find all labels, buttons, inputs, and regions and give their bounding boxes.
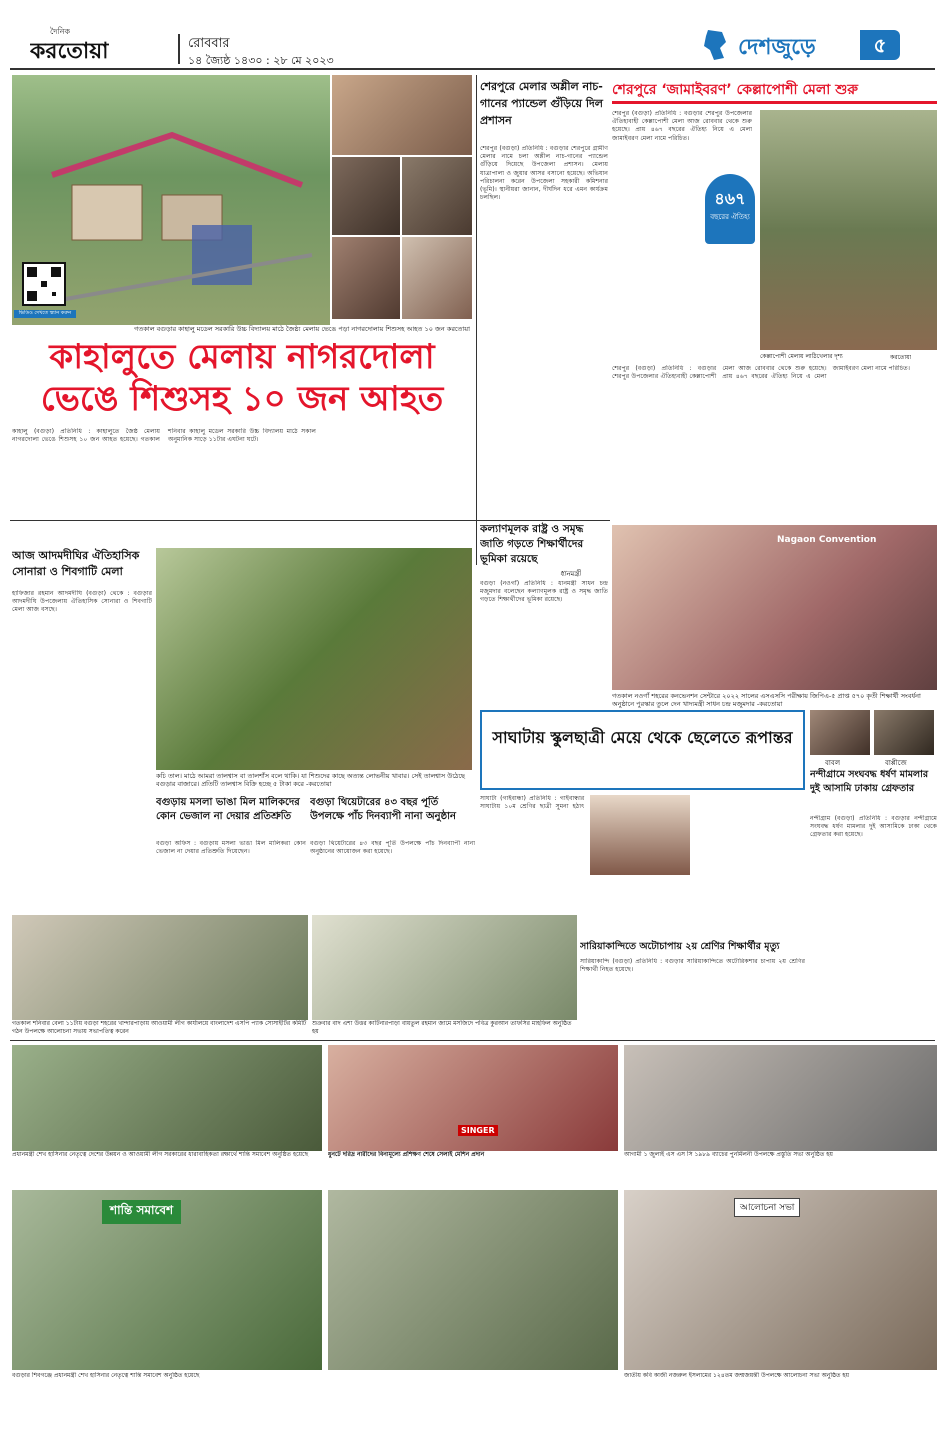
- story2-body-cont: শেরপুর (বগুড়া) প্রতিনিধি : বগুড়ার শেরপুর উপজেলার ঐতিহ্যবাহী কেল্লাপোশী মেলা আজ রোববার থেকে শুরু হয়েছে। প্রায় ৪৬৭ বছরের ঐতিহ্য নিয়ে এ মেলা জামাইবরণ মেলা নামে পরিচিত।: [612, 365, 911, 381]
- mahfil-photo: [312, 915, 577, 1020]
- victim-photo: [332, 75, 472, 155]
- story9-body: নন্দীগ্রাম (বগুড়া) প্রতিনিধি : বগুড়ার নন্দীগ্রামে সংঘবদ্ধ ধর্ষণ মামলার দুই আসামিকে ঢাকা থেকে গ্রেফতার করা হয়েছে।: [810, 815, 937, 839]
- meeting-photo: [12, 915, 308, 1020]
- story10-body: সারিয়াকান্দি (বগুড়া) প্রতিনিধি : বগুড়ার সারিয়াকান্দিতে অটোরিকশার চাপায় ২য় শ্রেণির শিক্ষার্থী নিহত হয়েছে।: [580, 958, 805, 974]
- story7-title: বগুড়া থিয়েটারের ৪৩ বছর পূর্তি উপলক্ষে পাঁচ দিনব্যাপী নানা অনুষ্ঠান: [310, 797, 457, 822]
- discussion-caption: জাতীয় কবি কাজী নজরুল ইসলামের ১২৪তম জন্মজয়ন্তী উপলক্ষে আলোচনা সভা অনুষ্ঠিত হয়: [624, 1372, 850, 1379]
- discussion-photo: [624, 1190, 937, 1370]
- palm-fruit-photo: [156, 548, 472, 770]
- badge-number: ৪৬৭: [714, 189, 746, 208]
- page-number-badge: [860, 30, 900, 60]
- section-map-icon: [700, 28, 730, 62]
- student-photo: [590, 795, 690, 875]
- story1-body: শেরপুর (বগুড়া) প্রতিনিধি : বগুড়ার শেরপুরে গ্রামীণ মেলার নামে চলা অশ্লীল নাচ-গানের প্যান্ডেল গুঁড়িয়ে দিয়েছে উপজেলা প্রশাসন। মেলায় যাত্রাপালা ও জুয়ার আসর বসানো হয়েছে। অভিযান পরিচালনা করেন উপজেলা সহকারী কমিশনার (ভূমি)। স্থানীয়রা জানান, দীর্ঘদিন ধরে এমন কার্যক্রম চলছিল।: [480, 145, 608, 202]
- accused-photo: [874, 710, 934, 755]
- story6-title: বগুড়ায় মসলা ভাঙা মিল মালিকদের কোন ভেজাল না দেয়ার প্রতিশ্রুতি: [156, 797, 300, 822]
- victim-photo: [402, 157, 472, 235]
- story7-body: বগুড়া থিয়েটারের ৪৩ বছর পূর্তি উপলক্ষে পাঁচ দিনব্যাপী নানা অনুষ্ঠানের আয়োজন করা হয়েছে।: [310, 840, 475, 856]
- peace-rally-caption: বগুড়ার শিবগঞ্জে প্রধানমন্ত্রী শেখ হাসিনার নেতৃত্বে শান্তি সমাবেশ অনুষ্ঠিত হয়েছে: [12, 1372, 200, 1379]
- qr-code[interactable]: [22, 262, 66, 306]
- brand-logo: করতোয়া: [30, 39, 109, 64]
- ceremony-banner: Nagaon Convention: [777, 535, 877, 545]
- story4-body: বগুড়া (নওগাঁ) প্রতিনিধি : ধানমন্ত্রী সাধন চন্দ্র মজুমদার বলেছেন কল্যাণমূলক রাষ্ট্র ও সমৃদ্ধ জাতি গড়তে শিক্ষার্থীদের ভূমিকা রয়েছে।: [480, 580, 608, 604]
- reunion-photo: [624, 1045, 937, 1151]
- palm-fruit-caption: কচি তাল। মাঠে আমরা তালশ্বাস বা তালশাঁস বলে থাকি। যা শিশুদের কাছে অত্যন্ত লোভনীয় খাবার। সেই তালশ্বাস উঠেছে বগুড়ার বাজারে। প্রতিটি তালশ্বাস বিক্রি হচ্ছে ৫ টাকা করে -করতোয়া: [156, 772, 465, 788]
- singer-logo: SINGER: [458, 1125, 498, 1136]
- date-line: ১৪ জ্যৈষ্ঠ ১৪৩০ : ২৮ মে ২০২৩: [188, 54, 334, 67]
- accident-caption: গতকাল বগুড়ার কাহালু মডেল সরকারি উচ্চ বিদ্যালয় মাঠে জৈষ্ঠ্য মেলায় ভেঙে পড়া নাগরদোলায় শিশুসহ আহত ১০ জন করতোয়া: [134, 325, 470, 333]
- story5-title: আজ আদমদীঘির ঐতিহাসিক সোনারা ও শিবগাটি মেলা: [12, 549, 140, 578]
- rally-photo: [12, 1045, 322, 1151]
- story5-body: হাফিজার রহমান আদমদীঘি (বগুড়া) থেকে : বগুড়ার আদমদীঘি উপজেলায় ঐতিহাসিক সোনারা ও শিবগাটি মেলা আজ বসছে।: [12, 590, 152, 614]
- discussion-banner: আলোচনা সভা: [734, 1198, 800, 1217]
- victim-photo: [402, 237, 472, 319]
- weekday: রোববার: [188, 36, 230, 51]
- story6-body: বগুড়া অফিস : বগুড়ায় মসলা ভাঙা মিল মালিকরা কোন ভেজাল না দেয়ার প্রতিশ্রুতি দিয়েছেন।: [156, 840, 306, 856]
- street-rally-photo: [328, 1190, 618, 1370]
- masthead: [0, 0, 945, 70]
- headline-main: কাহালুতে মেলায় নাগরদোলা ভেঙে শিশুসহ ১০ জন আহত: [40, 337, 444, 419]
- accused-photo: [810, 710, 870, 755]
- story8-title: সাঘাটায় স্কুলছাত্রী মেয়ে থেকে ছেলেতে রূপান্তর: [492, 728, 793, 747]
- story10-title-bar: [580, 940, 805, 956]
- brand-small: দৈনিক: [50, 27, 71, 36]
- story9-title: নন্দীগ্রামে সংঘবদ্ধ ধর্ষণ মামলার দুই আসামি ঢাকায় গ্রেফতার: [810, 769, 929, 794]
- story4-title: কল্যাণমূলক রাষ্ট্র ও সমৃদ্ধ জাতি গড়তে শিক্ষার্থীদের ভূমিকা রয়েছে: [480, 523, 584, 565]
- story2-badge: [705, 174, 755, 244]
- story-body: কাহালু (বগুড়া) প্রতিনিধি : কাহালুতে জৈষ্ঠ মেলায় নাগরদোলা ভেঙে শিশুসহ ১০ জন আহত হয়েছে। গতকাল শনিবার কাহালু মডেল সরকারি উচ্চ বিদ্যালয় মাঠে সকাল অনুমানিক সাড়ে ১১টার এঘটনা ঘটে।: [12, 428, 316, 444]
- rally-caption: প্রধানমন্ত্রী শেখ হাসিনার নেতৃত্বে দেশের উন্নয়ন ও আওয়ামী লীগ সরকারের ধারাবাহিকতা রক্ষার্থে শান্তি সমাবেশ অনুষ্ঠিত হয়েছে: [12, 1151, 309, 1158]
- story2-title: শেরপুরে ‘জামাইবরণ’ কেল্লাপোশী মেলা শুরু: [612, 82, 858, 98]
- reunion-caption: আগামী ১ জুলাই এস এস সি ১৯৮৯ ব্যাচের পুনর্মিলনী উপলক্ষে প্রস্তুতি সভা অনুষ্ঠিত হয়: [624, 1151, 833, 1158]
- ceremony-caption: গতকাল নওগাঁ শহরের কনভেনশন সেন্টারে ২০২২ সালের এসএসসি পরীক্ষায় জিপিএ-৫ প্রাপ্ত ৫৭০ কৃতী শিক্ষার্থী সংবর্ধনা অনুষ্ঠানে পুরস্কার তুলে দেন খাদ্যমন্ত্রী সাধন চন্দ্র মজুমদার -করতোয়া: [612, 692, 921, 708]
- story10-title: সারিয়াকান্দিতে অটোচাপায় ২য় শ্রেণির শিক্ষার্থীর মৃত্যু: [580, 941, 780, 952]
- fair-caption: কেল্লাপোশী মেলায় লাঠিখেলার দৃশ্য: [760, 353, 843, 360]
- section-title: দেশজুড়ে: [738, 35, 816, 60]
- accused-name: বাবল: [825, 759, 841, 767]
- ceremony-photo: [612, 525, 937, 690]
- fair-credit: করতোয়া: [890, 354, 912, 361]
- qr-caption: ভিডিও দেখতে স্ক্যান করুন: [14, 310, 76, 318]
- story4-tag: ধানমন্ত্রী: [560, 570, 581, 578]
- peace-banner: শান্তি সমাবেশ: [102, 1200, 181, 1224]
- sewing-photo: [328, 1045, 618, 1151]
- story2-body: শেরপুর (বগুড়া) প্রতিনিধি : বগুড়ার শেরপুর উপজেলার ঐতিহ্যবাহী কেল্লাপোশী মেলা আজ রোববার থেকে শুরু হয়েছে। প্রায় ৪৬৭ বছরের ঐতিহ্য নিয়ে এ মেলা জামাইবরণ মেলা নামে পরিচিত।: [612, 110, 752, 142]
- badge-text: বছরের ঐতিহ্য: [710, 213, 750, 221]
- peace-rally-photo: [12, 1190, 322, 1370]
- meeting-caption: গতকাল শনিবার বেলা ১১টায় বগুড়া শহরের খান্দারপাড়ায় আওয়ামী লীগ কার্যালয়ে বাংলাদেশ এসপি প্যাক সোসাইটির কমিটি গঠন উপলক্ষে আলোচনা সভায় সভাপতিত্ব করেন: [12, 1020, 307, 1035]
- accused-name: বাপ্পীজে: [885, 759, 907, 767]
- fair-photo: [760, 110, 937, 350]
- story1-title: শেরপুরে মেলার অশ্লীল নাচ-গানের প্যান্ডেল গুঁড়িয়ে দিল প্রশাসন: [480, 80, 603, 127]
- victim-photo: [332, 237, 400, 319]
- story2-title-bar: [612, 78, 937, 104]
- sewing-caption: ধুনটে দরিদ্র নারীদের বিনামূল্যে প্রশিক্ষণ শেষে সেলাই মেশিন প্রদান: [328, 1151, 485, 1158]
- page-number: ৫: [873, 33, 887, 57]
- story8-body: সাঘাটা (গাইবান্ধা) প্রতিনিধি : গাইবান্ধার সাঘাটায় ১০ম শ্রেণির ছাত্রী সুমনা হঠাৎ: [480, 795, 585, 811]
- victim-photo: [332, 157, 400, 235]
- story8-title-box: [480, 710, 805, 790]
- mahfil-caption: শুক্রবার বাদ এশা উত্তর কাটিনারপাড়া বায়তুল রহমান জামে মসজিদে পবিত্র কুরআন তাফসির মাহফিল অনুষ্ঠিত হয়: [312, 1020, 572, 1035]
